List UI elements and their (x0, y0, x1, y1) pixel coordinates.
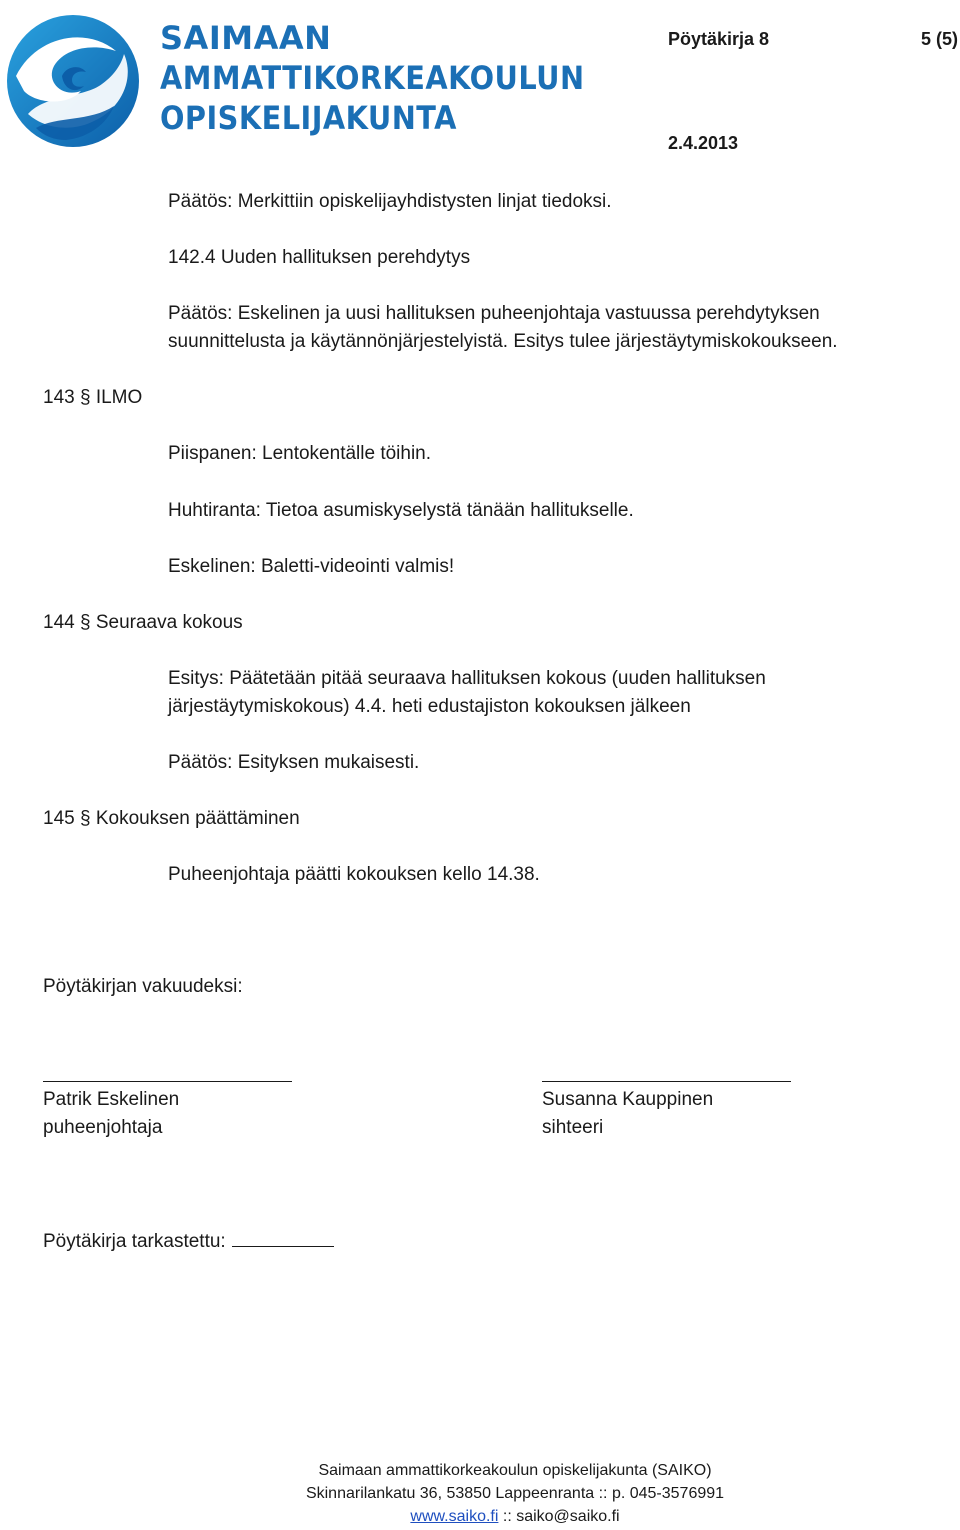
checked-blank-line (232, 1226, 334, 1247)
proposal-next-meeting-line1: Esitys: Päätetään pitää seuraava hallituksen kokous (uuden hallituksen (168, 668, 766, 689)
checked-label: Pöytäkirja tarkastettu: (43, 1231, 226, 1252)
page-number: 5 (5) (920, 29, 958, 49)
section-143-heading: 143 § ILMO (43, 387, 143, 408)
org-logo (6, 6, 140, 152)
signatures-title: Pöytäkirjan vakuudeksi: (43, 976, 243, 997)
footer-org-name: Saimaan ammattikorkeakoulun opiskelijakunta (SAIKO) (318, 1462, 712, 1479)
signer-right-name: Susanna Kauppinen (542, 1089, 714, 1110)
decision-orientation-line2: suunnittelusta ja käytännönjärjestelyistä. Esitys tulee järjestäytymiskokoukseen. (168, 331, 838, 352)
footer-address: Skinnarilankatu 36, 53850 Lappeenranta :: p. 045-3576991 (305, 1485, 725, 1502)
section-145-heading: 145 § Kokouksen päättäminen (43, 808, 300, 829)
org-name-line3: OPISKELIJAKUNTA (160, 99, 457, 137)
document-title: Pöytäkirja 8 (668, 29, 770, 49)
org-name-line2: AMMATTIKORKEAKOULUN (160, 59, 585, 97)
signature-line-right (542, 1081, 791, 1082)
wave-logo-icon (6, 6, 140, 152)
decision-next-meeting: Päätös: Esityksen mukaisesti. (168, 752, 420, 773)
subsection-142-4-title: 142.4 Uuden hallituksen perehdytys (168, 247, 471, 268)
signer-left-name: Patrik Eskelinen (43, 1089, 180, 1110)
org-name-line1: SAIMAAN (160, 19, 332, 57)
announcement-huhtiranta: Huhtiranta: Tietoa asumiskyselystä tänään hallitukselle. (168, 500, 634, 521)
announcement-piispanen: Piispanen: Lentokentälle töihin. (168, 443, 432, 464)
footer-separator: :: (498, 1508, 517, 1525)
announcement-eskelinen: Eskelinen: Baletti-videointi valmis! (168, 556, 455, 577)
footer-email: saiko@saiko.fi (516, 1508, 620, 1525)
proposal-next-meeting-line2: järjestäytymiskokous) 4.4. heti edustajiston kokouksen jälkeen (168, 696, 691, 717)
section-144-heading: 144 § Seuraava kokous (43, 612, 243, 633)
checked-row (43, 1226, 334, 1256)
document-date: 2.4.2013 (668, 133, 739, 153)
signer-right-role: sihteeri (542, 1117, 604, 1138)
decision-student-associations: Päätös: Merkittiin opiskelijayhdistysten linjat tiedoksi. (168, 191, 612, 212)
signer-left-role: puheenjohtaja (43, 1117, 163, 1138)
footer-contact (0, 1505, 960, 1528)
footer-website-link[interactable]: www.saiko.fi (410, 1508, 499, 1525)
signature-line-left (43, 1081, 292, 1082)
meeting-closed-text: Puheenjohtaja päätti kokouksen kello 14.38. (168, 864, 540, 885)
decision-orientation-line1: Päätös: Eskelinen ja uusi hallituksen puheenjohtaja vastuussa perehdytyksen (168, 303, 820, 324)
